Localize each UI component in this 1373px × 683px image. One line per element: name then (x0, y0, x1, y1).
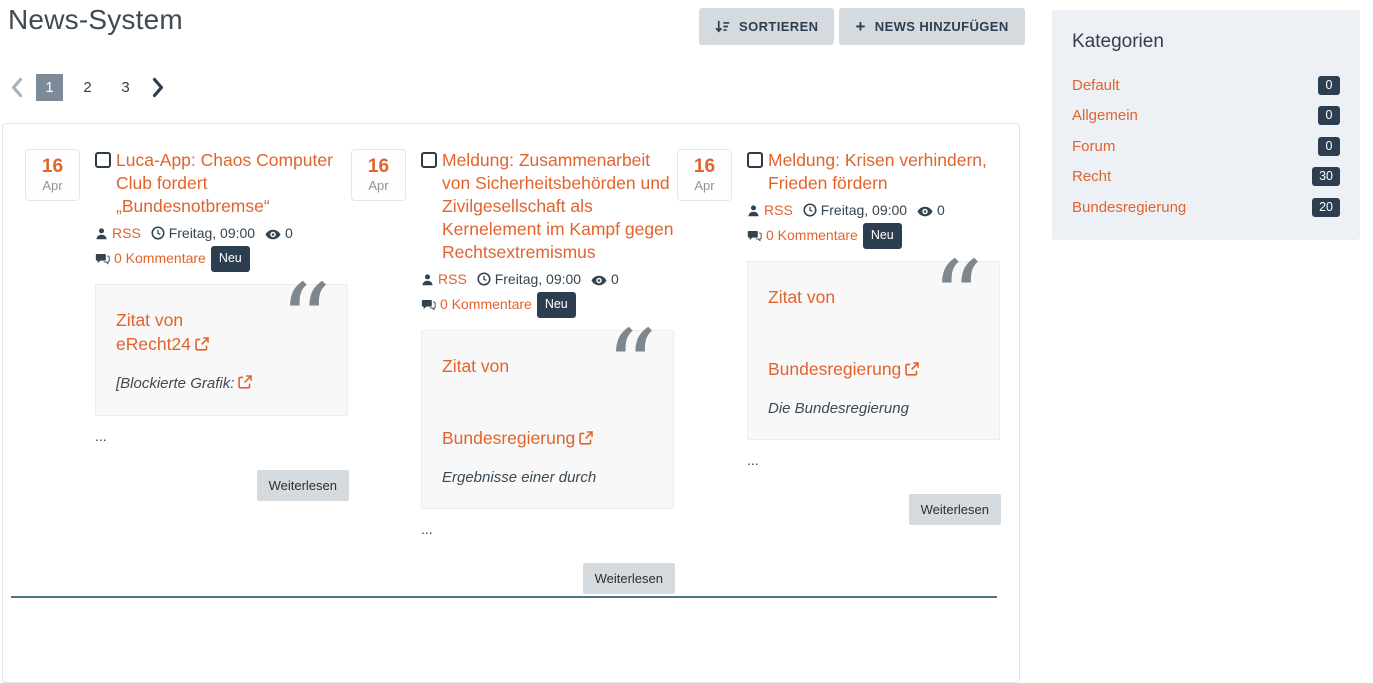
publish-time: Freitag, 09:00 (820, 202, 908, 218)
author-link[interactable]: RSS (112, 225, 141, 241)
quote-excerpt: Die Bundesregierung (768, 400, 909, 417)
eye-icon (591, 271, 607, 292)
new-badge: Neu (211, 246, 250, 272)
date-month: Apr (694, 178, 715, 193)
excerpt-ellipsis: ... (421, 521, 433, 537)
category-count-badge: 0 (1318, 76, 1340, 95)
comments-icon (747, 227, 762, 248)
quote-source-link[interactable]: Bundesregierung (442, 428, 576, 448)
news-card (25, 149, 351, 575)
eye-icon (917, 202, 933, 223)
quote-label[interactable]: Zitat von (442, 356, 510, 376)
category-link-bundesregierung[interactable]: Bundesregierung (1072, 198, 1187, 216)
add-news-button-label: NEWS HINZUFÜGEN (874, 19, 1009, 34)
comments-icon (95, 250, 110, 271)
news-list-panel (2, 123, 1020, 683)
date-month: Apr (368, 178, 389, 193)
clock-icon (803, 202, 817, 223)
category-count-badge: 20 (1312, 198, 1340, 217)
clock-icon (151, 225, 165, 246)
next-page-button[interactable] (150, 77, 167, 98)
quote-excerpt: Ergebnisse einer durch (442, 469, 597, 486)
clock-icon (477, 271, 491, 292)
category-count-badge: 0 (1318, 137, 1340, 156)
comments-link[interactable]: 0 Kommentare (766, 227, 858, 243)
quote-spacer (768, 309, 981, 357)
page-button-2[interactable]: 2 (83, 79, 92, 96)
category-item (1072, 192, 1340, 223)
publish-time: Freitag, 09:00 (494, 271, 582, 287)
pagination (8, 74, 167, 101)
news-cards-row (3, 124, 1019, 594)
author-link[interactable]: RSS (764, 202, 793, 218)
view-count: 0 (284, 225, 293, 241)
news-meta (95, 223, 349, 272)
category-item (1072, 101, 1340, 132)
category-count-badge: 0 (1318, 106, 1340, 125)
quote-label[interactable]: Zitat von (116, 310, 184, 330)
date-badge (677, 149, 732, 201)
select-checkbox[interactable] (421, 152, 437, 168)
quote-icon: “ (279, 262, 331, 379)
category-link-default[interactable]: Default (1072, 76, 1120, 94)
plus-icon: + (855, 17, 866, 36)
date-badge (25, 149, 80, 201)
category-link-forum[interactable]: Forum (1072, 137, 1116, 155)
publish-time: Freitag, 09:00 (168, 225, 256, 241)
quote-icon: “ (605, 308, 657, 425)
sort-button-label: SORTIEREN (739, 19, 819, 34)
news-meta (421, 269, 675, 318)
view-count: 0 (936, 202, 945, 218)
quote-box (421, 308, 674, 509)
quote-box (747, 239, 1000, 440)
quote-icon: “ (931, 239, 983, 356)
author-link[interactable]: RSS (438, 271, 467, 287)
external-link-icon (238, 376, 252, 393)
category-item (1072, 162, 1340, 193)
read-more-button[interactable]: Weiterlesen (909, 494, 1001, 525)
page-title: News-System (8, 4, 183, 35)
quote-source-link[interactable]: Bundesregierung (768, 359, 902, 379)
quote-source-link[interactable]: eRecht24 (116, 334, 191, 354)
category-link-allgemein[interactable]: Allgemein (1072, 107, 1138, 125)
date-day: 16 (693, 156, 716, 177)
news-title-link[interactable]: Luca-App: Chaos Computer Club fordert „Bundesnotbremse“ (116, 150, 333, 216)
date-day: 16 (41, 156, 64, 177)
comments-link[interactable]: 0 Kommentare (440, 296, 532, 312)
quote-box (95, 262, 348, 416)
excerpt-ellipsis: ... (747, 452, 759, 468)
news-meta (747, 200, 1001, 249)
news-title-link[interactable]: Meldung: Zusammenarbeit von Sicherheitsbehörden und Zivilgesellschaft als Kernelement im Kampf gegen Rechtsextremismus (442, 150, 674, 262)
user-icon (747, 202, 760, 223)
sort-button[interactable] (699, 8, 834, 45)
toolbar (699, 8, 1025, 45)
news-card (677, 149, 1003, 575)
eye-icon (265, 225, 281, 246)
read-more-button[interactable]: Weiterlesen (257, 470, 349, 501)
categories-title: Kategorien (1072, 31, 1164, 52)
view-count: 0 (610, 271, 619, 287)
external-link-icon (195, 335, 209, 355)
external-link-icon (579, 429, 593, 449)
prev-page-button[interactable] (8, 77, 25, 98)
select-checkbox[interactable] (95, 152, 111, 168)
quote-excerpt: [Blockierte Grafik: (116, 374, 329, 395)
select-checkbox[interactable] (747, 152, 763, 168)
new-badge: Neu (863, 223, 902, 249)
news-card (351, 149, 677, 594)
comments-icon (421, 296, 436, 317)
date-badge (351, 149, 406, 201)
category-link-recht[interactable]: Recht (1072, 168, 1112, 186)
bottom-separator (11, 596, 997, 598)
sort-icon (715, 19, 730, 34)
comments-link[interactable]: 0 Kommentare (114, 250, 206, 266)
page-button-1[interactable]: 1 (36, 74, 63, 101)
date-month: Apr (42, 178, 63, 193)
chevron-right-icon (152, 77, 165, 98)
chevron-left-icon (10, 77, 23, 98)
external-link-icon (905, 360, 919, 380)
category-list (1072, 70, 1340, 223)
quote-spacer (442, 378, 655, 426)
category-item (1072, 70, 1340, 101)
page-button-3[interactable]: 3 (121, 79, 130, 96)
new-badge: Neu (537, 292, 576, 318)
user-icon (95, 225, 108, 246)
add-news-button[interactable] (839, 8, 1024, 45)
read-more-button[interactable]: Weiterlesen (583, 563, 675, 594)
quote-label[interactable]: Zitat von (768, 287, 836, 307)
category-count-badge: 30 (1312, 167, 1340, 186)
news-title-link[interactable]: Meldung: Krisen verhindern, Frieden fördern (768, 150, 987, 193)
category-item (1072, 131, 1340, 162)
excerpt-ellipsis: ... (95, 428, 107, 444)
date-day: 16 (367, 156, 390, 177)
categories-panel (1052, 10, 1360, 240)
user-icon (421, 271, 434, 292)
